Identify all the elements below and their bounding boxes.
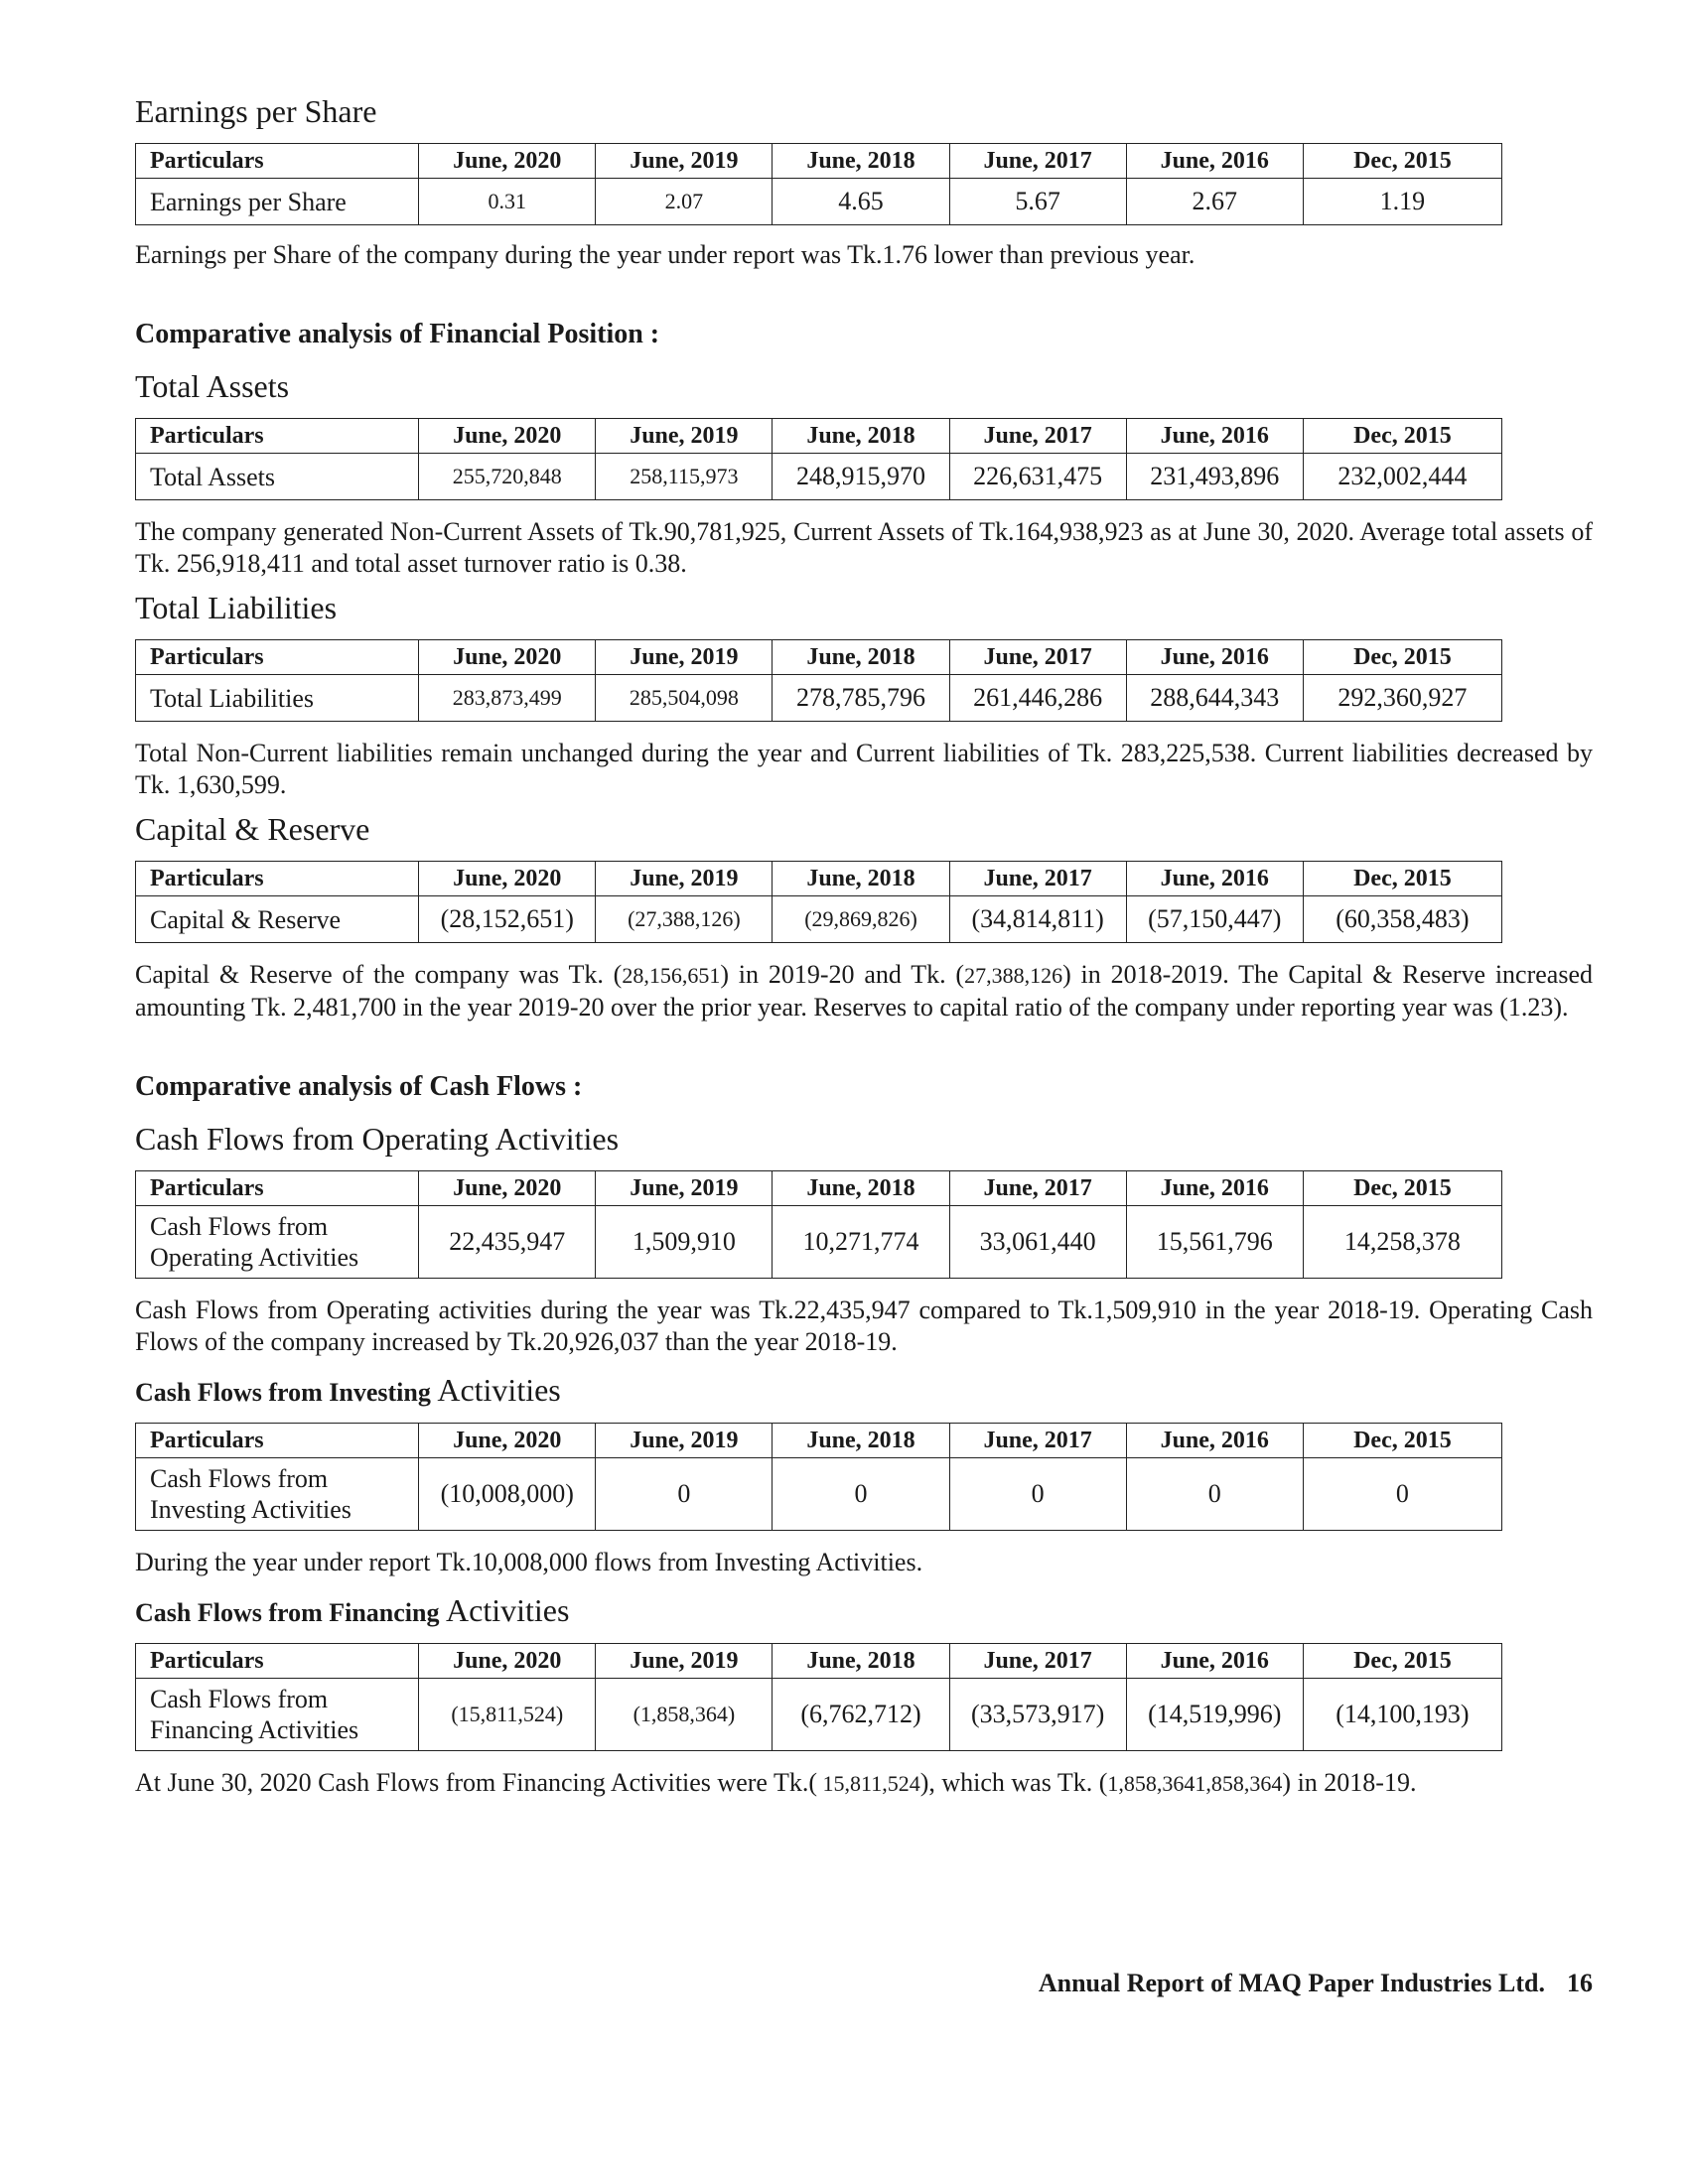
text-segment: ) in 2019-20 and Tk. ( [720, 960, 965, 989]
table-header-row [136, 419, 1502, 454]
column-header: June, 2017 [949, 419, 1126, 454]
column-header: June, 2017 [949, 862, 1126, 896]
column-header: June, 2016 [1126, 1171, 1303, 1206]
column-header: Dec, 2015 [1303, 144, 1501, 179]
table-header-row [136, 144, 1502, 179]
table-cell: 285,504,098 [596, 675, 773, 722]
column-header: June, 2020 [419, 1171, 596, 1206]
text-segment: ) in 2018-19. [1282, 1768, 1417, 1797]
table-cell: (57,150,447) [1126, 896, 1303, 943]
table-cell: 5.67 [949, 179, 1126, 225]
report-page [135, 91, 1593, 1800]
eps-table [135, 143, 1502, 225]
table-cell: 2.07 [596, 179, 773, 225]
column-header: June, 2018 [773, 1644, 949, 1679]
footer-title: Annual Report of MAQ Paper Industries Ltd. [1038, 1969, 1545, 1997]
table-cell: 10,271,774 [773, 1206, 949, 1279]
table-cell: 283,873,499 [419, 675, 596, 722]
table-cell: 4.65 [773, 179, 949, 225]
column-header: June, 2019 [596, 1424, 773, 1458]
total-assets-heading: Total Assets [135, 368, 290, 404]
column-header: Dec, 2015 [1303, 1424, 1501, 1458]
table-row [136, 179, 1502, 225]
column-header: June, 2017 [949, 1171, 1126, 1206]
column-header: June, 2018 [773, 144, 949, 179]
row-label: Total Liabilities [136, 675, 419, 722]
text-segment: ) in 2018-2019. The Capital & Reserve increased amounting Tk. 2,481,700 in the year 2019-20 over the prior year. Reserves to capital ratio of the company under reporting year was (1.23). [135, 960, 1593, 1022]
table-cell: 22,435,947 [419, 1206, 596, 1279]
heading-light-part: Activities [446, 1592, 570, 1628]
column-header: June, 2018 [773, 1424, 949, 1458]
table-header-row [136, 1424, 1502, 1458]
column-header: June, 2016 [1126, 144, 1303, 179]
table-cell: (29,869,826) [773, 896, 949, 943]
text-value: 1,858,3641,858,364 [1107, 1771, 1283, 1796]
column-header: June, 2018 [773, 640, 949, 675]
table-cell: 261,446,286 [949, 675, 1126, 722]
capital-reserve-heading: Capital & Reserve [135, 811, 370, 847]
column-header: June, 2016 [1126, 862, 1303, 896]
row-label [136, 1206, 419, 1279]
table-cell: (28,152,651) [419, 896, 596, 943]
total-liabilities-text: Total Non-Current liabilities remain unchanged during the year and Current liabilities of Tk. 283,225,538. Current liabilities decreased by Tk. 1,630,599. [135, 739, 1593, 799]
table-cell: (6,762,712) [773, 1679, 949, 1751]
column-header: June, 2017 [949, 1424, 1126, 1458]
capital-reserve-table [135, 861, 1502, 943]
page-footer [1039, 1969, 1593, 1998]
table-cell: 232,002,444 [1303, 454, 1501, 500]
row-label-line: Cash Flows from [150, 1212, 329, 1241]
column-header: June, 2016 [1126, 419, 1303, 454]
column-header: June, 2019 [596, 419, 773, 454]
text-value: 15,811,524 [817, 1771, 920, 1796]
column-header: Particulars [136, 862, 419, 896]
text-segment: At June 30, 2020 Cash Flows from Financing Activities were Tk.( [135, 1768, 818, 1797]
text-value: 27,388,126 [964, 963, 1063, 988]
table-row [136, 1206, 1502, 1279]
table-row [136, 1458, 1502, 1531]
row-label [136, 1679, 419, 1751]
table-cell: 292,360,927 [1303, 675, 1501, 722]
financing-text [135, 1767, 1593, 1800]
table-cell: 0 [596, 1458, 773, 1531]
column-header: June, 2016 [1126, 640, 1303, 675]
table-cell: (14,519,996) [1126, 1679, 1303, 1751]
row-label-line: Investing Activities [150, 1495, 352, 1524]
table-header-row [136, 1171, 1502, 1206]
column-header: Particulars [136, 144, 419, 179]
table-cell: (27,388,126) [596, 896, 773, 943]
column-header: June, 2020 [419, 862, 596, 896]
table-cell: 2.67 [1126, 179, 1303, 225]
eps-text: Earnings per Share of the company during the year under report was Tk.1.76 lower than previous year. [135, 240, 1196, 269]
table-cell: 288,644,343 [1126, 675, 1303, 722]
column-header: June, 2018 [773, 419, 949, 454]
row-label: Earnings per Share [136, 179, 419, 225]
text-segment: ), which was Tk. ( [919, 1768, 1108, 1797]
column-header: June, 2019 [596, 1171, 773, 1206]
table-cell: (14,100,193) [1303, 1679, 1501, 1751]
financing-table [135, 1643, 1502, 1751]
column-header: June, 2020 [419, 419, 596, 454]
financing-heading [135, 1592, 1593, 1631]
table-cell: 226,631,475 [949, 454, 1126, 500]
table-cell: (10,008,000) [419, 1458, 596, 1531]
row-label-line: Operating Activities [150, 1243, 359, 1272]
heading-bold-part: Cash Flows from Investing [135, 1378, 431, 1407]
total-assets-text: The company generated Non-Current Assets of Tk.90,781,925, Current Assets of Tk.164,938,923 as at June 30, 2020. Average total assets of Tk. 256,918,411 and total asset turnover ratio is 0.38. [135, 517, 1593, 578]
table-row [136, 675, 1502, 722]
eps-heading: Earnings per Share [135, 93, 377, 129]
column-header: June, 2017 [949, 1644, 1126, 1679]
column-header: Particulars [136, 1171, 419, 1206]
operating-heading: Cash Flows from Operating Activities [135, 1121, 620, 1157]
row-label-line: Financing Activities [150, 1715, 359, 1744]
table-cell: 0.31 [419, 179, 596, 225]
heading-light-part: Activities [437, 1372, 561, 1408]
table-cell: 15,561,796 [1126, 1206, 1303, 1279]
row-label: Total Assets [136, 454, 419, 500]
column-header: Particulars [136, 640, 419, 675]
table-row [136, 1679, 1502, 1751]
table-row [136, 454, 1502, 500]
row-label [136, 1458, 419, 1531]
column-header: Dec, 2015 [1303, 862, 1501, 896]
column-header: Particulars [136, 419, 419, 454]
financial-position-heading: Comparative analysis of Financial Position : [135, 319, 660, 349]
column-header: Particulars [136, 1644, 419, 1679]
table-cell: 14,258,378 [1303, 1206, 1501, 1279]
table-header-row [136, 862, 1502, 896]
column-header: June, 2020 [419, 1424, 596, 1458]
column-header: June, 2016 [1126, 1424, 1303, 1458]
total-assets-table [135, 418, 1502, 500]
column-header: June, 2017 [949, 640, 1126, 675]
column-header: Dec, 2015 [1303, 1644, 1501, 1679]
column-header: Dec, 2015 [1303, 1171, 1501, 1206]
operating-table [135, 1170, 1502, 1279]
capital-reserve-text [135, 959, 1593, 1024]
column-header: June, 2016 [1126, 1644, 1303, 1679]
table-cell: (60,358,483) [1303, 896, 1501, 943]
table-cell: 255,720,848 [419, 454, 596, 500]
column-header: June, 2020 [419, 640, 596, 675]
column-header: Dec, 2015 [1303, 419, 1501, 454]
column-header: June, 2019 [596, 1644, 773, 1679]
table-cell: 1.19 [1303, 179, 1501, 225]
total-liabilities-table [135, 639, 1502, 722]
column-header: Dec, 2015 [1303, 640, 1501, 675]
column-header: June, 2019 [596, 144, 773, 179]
table-cell: 0 [949, 1458, 1126, 1531]
column-header: Particulars [136, 1424, 419, 1458]
table-row [136, 896, 1502, 943]
row-label-line: Cash Flows from [150, 1685, 329, 1713]
table-cell: (1,858,364) [596, 1679, 773, 1751]
total-liabilities-heading: Total Liabilities [135, 590, 338, 625]
investing-heading [135, 1372, 1593, 1411]
column-header: June, 2020 [419, 1644, 596, 1679]
table-cell: 248,915,970 [773, 454, 949, 500]
text-value: 28,156,651 [622, 963, 721, 988]
table-cell: (34,814,811) [949, 896, 1126, 943]
column-header: June, 2018 [773, 1171, 949, 1206]
page-number: 16 [1567, 1969, 1593, 1997]
operating-text: Cash Flows from Operating activities during the year was Tk.22,435,947 compared to Tk.1,509,910 in the year 2018-19. Operating Cash Flows of the company increased by Tk.20,926,037 than the year 2018-19. [135, 1296, 1593, 1356]
row-label: Capital & Reserve [136, 896, 419, 943]
table-cell: 0 [1126, 1458, 1303, 1531]
column-header: June, 2019 [596, 640, 773, 675]
row-label-line: Cash Flows from [150, 1464, 329, 1493]
table-cell: (15,811,524) [419, 1679, 596, 1751]
column-header: June, 2017 [949, 144, 1126, 179]
table-cell: 0 [1303, 1458, 1501, 1531]
investing-table [135, 1423, 1502, 1531]
column-header: June, 2019 [596, 862, 773, 896]
table-cell: 33,061,440 [949, 1206, 1126, 1279]
table-cell: 1,509,910 [596, 1206, 773, 1279]
column-header: June, 2020 [419, 144, 596, 179]
table-cell: 258,115,973 [596, 454, 773, 500]
table-cell: 278,785,796 [773, 675, 949, 722]
table-cell: 0 [773, 1458, 949, 1531]
investing-text: During the year under report Tk.10,008,000 flows from Investing Activities. [135, 1548, 923, 1576]
heading-bold-part: Cash Flows from Financing [135, 1598, 440, 1627]
table-header-row [136, 1644, 1502, 1679]
table-cell: 231,493,896 [1126, 454, 1303, 500]
column-header: June, 2018 [773, 862, 949, 896]
cash-flows-heading: Comparative analysis of Cash Flows : [135, 1071, 583, 1102]
table-header-row [136, 640, 1502, 675]
table-cell: (33,573,917) [949, 1679, 1126, 1751]
text-segment: Capital & Reserve of the company was Tk. ( [135, 960, 623, 989]
